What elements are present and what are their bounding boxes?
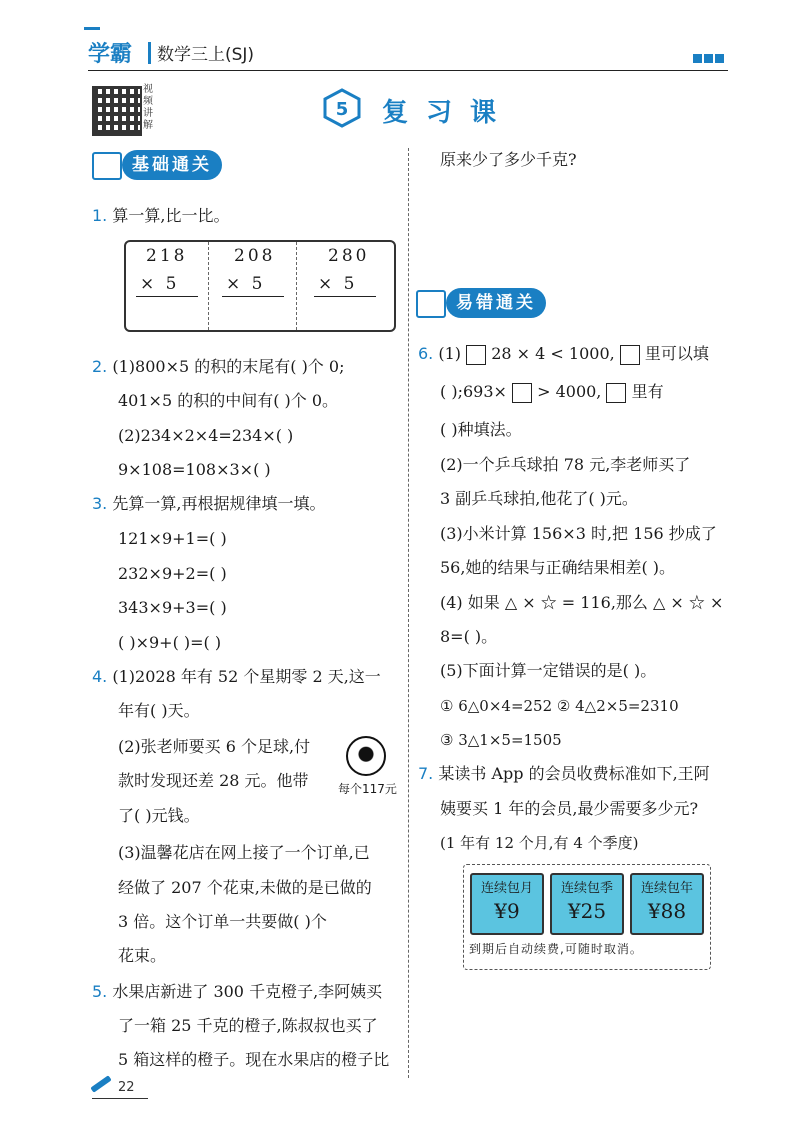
question-line: (2)张老师要买 6 个足球,付: [118, 737, 311, 756]
calc-column: [208, 242, 297, 330]
question-line: 3 副乒乓球拍,他花了( )元。: [440, 489, 638, 508]
question-4: [92, 667, 381, 687]
footer-rule: [92, 1098, 148, 1099]
calc-bottom: × 5: [318, 274, 358, 294]
question-line: 343×9+3=( ): [118, 598, 227, 617]
plan-price: ¥9: [494, 899, 520, 923]
question-line: (1 年有 12 个月,有 4 个季度): [440, 834, 639, 852]
header-decor-icon: [693, 48, 726, 67]
calc-bottom: × 5: [140, 274, 180, 294]
plan-price: ¥25: [567, 899, 607, 923]
plan-monthly: [470, 873, 544, 935]
question-line: 某读书 App 的会员收费标准如下,王阿: [438, 764, 710, 783]
question-line: ① 6△0×4=252 ② 4△2×5=2310: [440, 697, 679, 715]
lesson-number: 5: [335, 99, 349, 120]
question-line: 水果店新进了 300 千克橙子,李阿姨买: [112, 982, 383, 1001]
question-text: 算一算,比一比。: [112, 206, 230, 225]
plan-label: 连续包月: [480, 881, 533, 896]
question-line: 花束。: [118, 946, 167, 965]
book-icon: [416, 290, 446, 318]
question-line: 5 箱这样的橙子。现在水果店的橙子比: [118, 1050, 390, 1069]
question-line: 3 倍。这个订单一共要做( )个: [118, 912, 327, 931]
blank-box[interactable]: [512, 383, 532, 403]
lesson-title: 复习课: [382, 98, 515, 128]
question-line: 8=( )。: [440, 627, 498, 646]
calc-top: 208: [234, 246, 276, 266]
question-line: 401×5 的积的中间有( )个 0。: [118, 391, 339, 410]
plan-label: 连续包季: [560, 881, 613, 896]
question-line: (1): [438, 344, 462, 363]
section-error-banner: 易错通关: [446, 288, 546, 318]
question-line: ( )种填法。: [440, 420, 522, 439]
question-line: (1)2028 年有 52 个星期零 2 天,这一: [112, 667, 381, 686]
subject-title: 数学三上(SJ): [157, 45, 255, 65]
question-line: 原来少了多少千克?: [440, 150, 577, 169]
grad-cap-icon: [84, 27, 100, 40]
checklist-icon: [92, 152, 122, 180]
calc-column: [126, 242, 209, 330]
blank-box[interactable]: [620, 345, 640, 365]
calc-top: 280: [328, 246, 370, 266]
calc-top: 218: [146, 246, 188, 266]
question-line: ( );693×: [440, 382, 507, 401]
plan-yearly: [630, 873, 704, 935]
pencil-icon: [90, 1075, 111, 1093]
lesson-number-badge: [322, 88, 362, 128]
header-rule: [88, 70, 728, 71]
question-line: 里有: [631, 382, 664, 401]
question-2: [92, 357, 344, 377]
brand-logo: 学霸: [88, 37, 132, 68]
question-line: (1)800×5 的积的末尾有( )个 0;: [112, 357, 345, 376]
question-line: 56,她的结果与正确结果相差( )。: [440, 558, 676, 577]
question-line: 28 × 4 < 1000,: [491, 344, 615, 363]
qr-code-icon[interactable]: [92, 86, 142, 136]
question-line: (5)下面计算一定错误的是( )。: [440, 661, 657, 680]
question-line: (2)234×2×4=234×( ): [118, 426, 294, 445]
question-number: 1.: [92, 206, 108, 225]
calc-box: [124, 240, 396, 332]
question-line: 9×108=108×3×( ): [118, 460, 271, 479]
question-5: [92, 982, 382, 1002]
question-line: ③ 3△1×5=1505: [440, 731, 562, 749]
question-line: 姨要买 1 年的会员,最少需要多少元?: [440, 799, 699, 818]
calc-rule: [136, 296, 198, 297]
question-line: ( )×9+( )=( ): [118, 633, 222, 652]
question-line: 款时发现还差 28 元。他带: [118, 771, 309, 790]
plan-price: ¥88: [647, 899, 687, 923]
blank-box[interactable]: [606, 383, 626, 403]
question-line: (4) 如果 △ × ☆ = 116,那么 △ × ☆ ×: [440, 593, 724, 612]
question-number: 7.: [418, 764, 434, 783]
soccer-ball-icon: [346, 736, 386, 776]
question-line-6-2: [440, 382, 664, 403]
page-number: 22: [118, 1080, 135, 1095]
ball-price-label: 每个117元: [338, 782, 397, 796]
question-line: 年有( )天。: [118, 701, 200, 720]
calc-rule: [222, 296, 284, 297]
question-text: 先算一算,再根据规律填一填。: [112, 494, 326, 513]
section-basic-banner: 基础通关: [122, 150, 222, 180]
question-3: [92, 494, 325, 514]
question-line: (3)温馨花店在网上接了一个订单,已: [118, 843, 370, 862]
question-line: 了一箱 25 千克的橙子,陈叔叔也买了: [118, 1016, 378, 1035]
renewal-note: 到期后自动续费,可随时取消。: [469, 942, 643, 956]
question-1: [92, 206, 229, 226]
question-line: (3)小米计算 156×3 时,把 156 抄成了: [440, 524, 717, 543]
plan-quarterly: [550, 873, 624, 935]
blank-box[interactable]: [466, 345, 486, 365]
question-line: 232×9+2=( ): [118, 564, 227, 583]
question-line: 里可以填: [644, 344, 709, 363]
qr-caption: 视频讲解: [143, 84, 153, 131]
plan-label: 连续包年: [640, 881, 693, 896]
question-line: 了( )元钱。: [118, 806, 200, 825]
question-number: 6.: [418, 344, 434, 363]
question-line: (2)一个乒乓球拍 78 元,李老师买了: [440, 455, 691, 474]
question-number: 4.: [92, 667, 108, 686]
column-divider: [408, 148, 409, 1078]
calc-column: [296, 242, 392, 330]
calc-bottom: × 5: [226, 274, 266, 294]
question-line: 经做了 207 个花束,未做的是已做的: [118, 878, 372, 897]
question-number: 3.: [92, 494, 108, 513]
question-7: [418, 764, 710, 784]
question-number: 2.: [92, 357, 108, 376]
question-number: 5.: [92, 982, 108, 1001]
calc-rule: [314, 296, 376, 297]
question-6: [418, 344, 709, 365]
header-separator: [148, 42, 151, 64]
question-line: > 4000,: [537, 382, 602, 401]
question-line: 121×9+1=( ): [118, 529, 227, 548]
